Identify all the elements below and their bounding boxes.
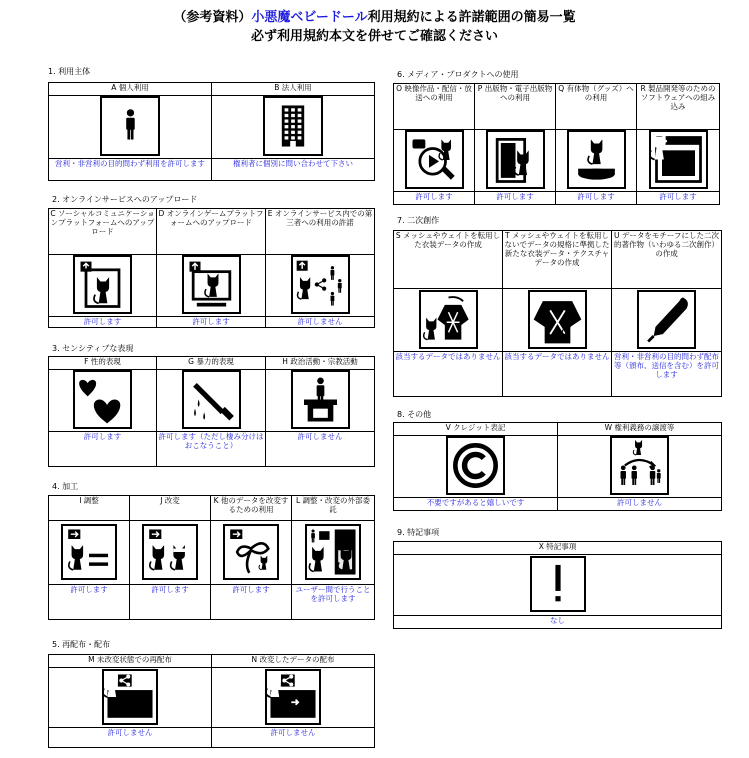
icon-cell (49, 96, 212, 159)
upload-monitor-icon (182, 255, 241, 314)
item-header: D オンラインゲームプラットフォームへのアップロード (157, 209, 266, 255)
item-header: O 映像作品・配信・放送への利用 (394, 84, 475, 130)
upload-phone-icon (73, 255, 132, 314)
permission-text: 営利・非営利の目的問わず配布等（頒布、送信を含む）を許可します (612, 352, 722, 397)
permission-text: 許可しません (212, 728, 375, 748)
item-header: G 暴力的表現 (157, 357, 266, 370)
permission-text: 許可します (637, 192, 720, 205)
section-heading: 7. 二次創作 (397, 216, 440, 225)
item-header: N 改変したデータの配布 (212, 655, 375, 668)
clothing-new-icon (528, 290, 587, 349)
s4-table (48, 495, 375, 620)
icon-cell (394, 130, 475, 192)
item-header: P 出版物・電子出版物への利用 (475, 84, 556, 130)
s5-table (48, 654, 375, 748)
section-heading: 6. メディア・プロダクトへの使用 (397, 70, 519, 79)
building-icon (263, 96, 323, 156)
section-heading: 1. 利用主体 (48, 67, 91, 76)
permission-text: ユーザー間で行うことを許可します (292, 585, 375, 620)
item-header: S メッシュやウェイトを転用した衣装データの作成 (394, 231, 503, 289)
icon-cell (556, 130, 637, 192)
transfer-icon (610, 436, 669, 495)
icon-cell (266, 255, 375, 317)
person-icon (100, 96, 160, 156)
hearts-icon (73, 370, 132, 429)
s3-table (48, 356, 375, 467)
share-folder-icon (102, 669, 158, 725)
icon-cell (130, 521, 211, 585)
title-brand: 小悪魔ベビードール (251, 10, 368, 25)
share-users-icon (291, 255, 350, 314)
item-header: X 特記事項 (394, 542, 722, 555)
outsource-icon (305, 524, 361, 580)
permission-text: なし (394, 616, 722, 629)
figure-icon (567, 130, 626, 189)
item-header: R 製品開発等のためのソフトウェアへの組み込み (637, 84, 720, 130)
icon-cell (558, 436, 722, 498)
icon-cell (612, 289, 722, 352)
pen-icon (637, 290, 696, 349)
icon-cell (475, 130, 556, 192)
s6-table (393, 83, 720, 205)
permission-text: 許可します (130, 585, 211, 620)
icon-cell (503, 289, 612, 352)
exclamation-icon (530, 556, 586, 612)
permission-text: 許可しません (266, 432, 375, 467)
permission-text: 許可します (49, 585, 130, 620)
publication-icon (486, 130, 545, 189)
icon-cell (212, 668, 375, 728)
icon-cell (211, 521, 292, 585)
item-header: A 個人利用 (49, 83, 212, 96)
bow-icon (223, 524, 279, 580)
podium-icon (291, 370, 350, 429)
permission-text: 該当するデータではありません (394, 352, 503, 397)
knife-icon (182, 370, 241, 429)
s9-table (393, 541, 722, 629)
item-header: J 改変 (130, 496, 211, 521)
item-header: E オンラインサービス内での第三者への利用の許諾 (266, 209, 375, 255)
item-header: U データをモチーフにした二次的著作物（いわゆる二次創作）の作成 (612, 231, 722, 289)
item-header: L 調整・改変の外部委託 (292, 496, 375, 521)
section-heading: 3. センシティブな表現 (52, 344, 134, 353)
section-heading: 2. オンラインサービスへのアップロード (52, 195, 198, 204)
software-icon (649, 130, 708, 189)
icon-cell (49, 668, 212, 728)
copyright-icon (446, 436, 505, 495)
icon-cell (157, 255, 266, 317)
video-icon (405, 130, 464, 189)
icon-cell (212, 96, 375, 159)
modify-icon (142, 524, 198, 580)
permission-text: 許可しません (49, 728, 212, 748)
icon-cell (394, 289, 503, 352)
icon-cell (394, 436, 558, 498)
icon-cell (637, 130, 720, 192)
item-header: C ソーシャルコミュニケーションプラットフォームへのアップロード (49, 209, 157, 255)
document-title (0, 9, 749, 27)
item-header: Q 有体物（グッズ）への利用 (556, 84, 637, 130)
permission-text: 許可します (475, 192, 556, 205)
item-header: W 権利義務の譲渡等 (558, 423, 722, 436)
item-header: M 未改変状態での再配布 (49, 655, 212, 668)
item-header: V クレジット表記 (394, 423, 558, 436)
title-suffix: 利用規約による許諾範囲の簡易一覧 (367, 10, 576, 25)
item-header: I 調整 (49, 496, 130, 521)
section-heading: 5. 再配布・配布 (52, 640, 111, 649)
permission-text: 許可しません (266, 317, 375, 328)
s1-table (48, 82, 375, 181)
item-header: B 法人利用 (212, 83, 375, 96)
item-header: H 政治活動・宗教活動 (266, 357, 375, 370)
icon-cell (157, 370, 266, 432)
icon-cell (49, 255, 157, 317)
icon-cell (394, 555, 722, 616)
icon-cell (266, 370, 375, 432)
permission-text: 該当するデータではありません (503, 352, 612, 397)
permission-text: 営利・非営利の目的問わず利用を許可します (49, 159, 212, 181)
item-header: F 性的表現 (49, 357, 157, 370)
permission-text: 許可します (49, 432, 157, 467)
icon-cell (292, 521, 375, 585)
section-heading: 8. その他 (397, 410, 432, 419)
permission-text: 権利者に個別に問い合わせて下さい (212, 159, 375, 181)
permission-text: 許可します (49, 317, 157, 328)
icon-cell (49, 370, 157, 432)
section-heading: 9. 特記事項 (397, 528, 440, 537)
s7-table (393, 230, 722, 397)
item-header: K 他のデータを改変するための利用 (211, 496, 292, 521)
icon-cell (49, 521, 130, 585)
item-header: T メッシュやウェイトを転用しないでデータの規格に準拠した新たな衣装データ・テクスチャデータの作成 (503, 231, 612, 289)
permission-text: 許可します (556, 192, 637, 205)
document-subtitle: 必ず利用規約本文を併せてご確認ください (250, 29, 498, 44)
permission-text: 許可します (211, 585, 292, 620)
permission-text: 不要ですがあると嬉しいです (394, 498, 558, 511)
permission-text: 許可しません (558, 498, 722, 511)
adjust-icon (61, 524, 117, 580)
share-modified-icon (265, 669, 321, 725)
clothing-mesh-icon (419, 290, 478, 349)
s2-table (48, 208, 375, 328)
title-prefix: （参考資料） (173, 10, 252, 25)
section-heading: 4. 加工 (52, 482, 79, 491)
permission-text: 許可します (394, 192, 475, 205)
s8-table (393, 422, 722, 511)
permission-text: 許可します（ただし棲み分けはおこなうこと） (157, 432, 266, 467)
permission-text: 許可します (157, 317, 266, 328)
